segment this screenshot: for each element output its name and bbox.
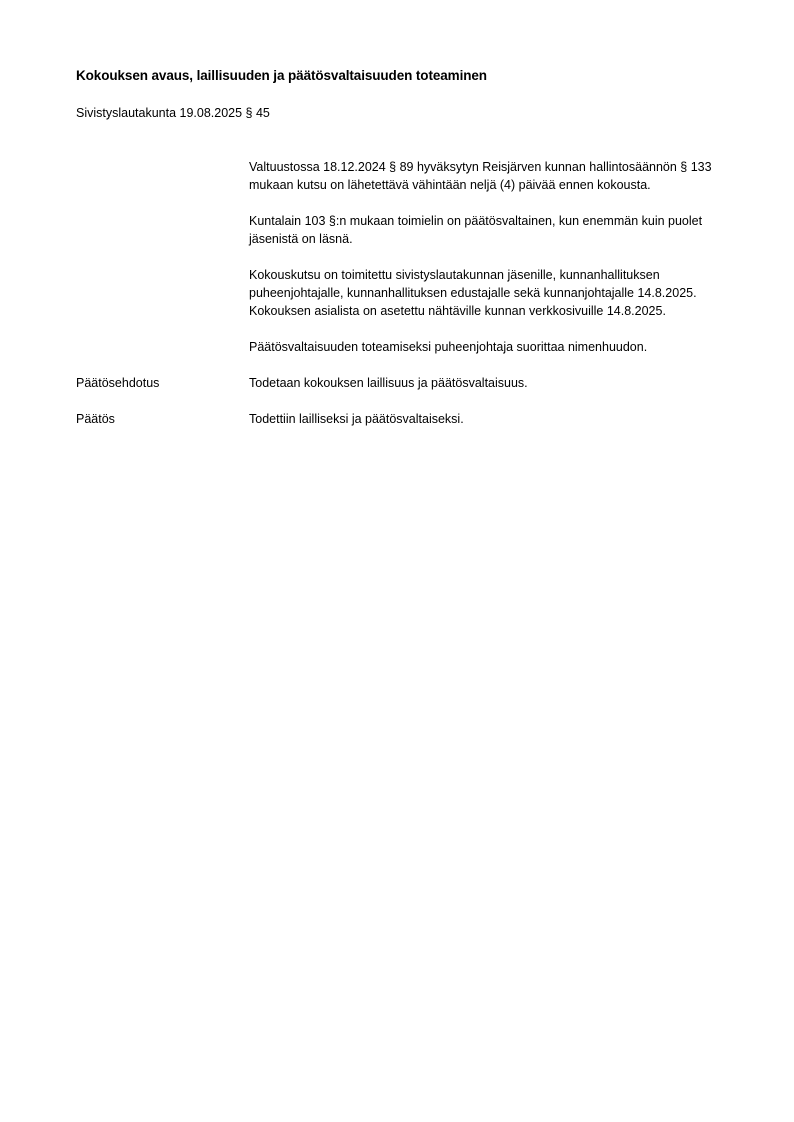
document-title: Kokouksen avaus, laillisuuden ja päätösvaltaisuuden toteaminen	[76, 68, 487, 83]
paragraph-text: Kuntalain 103 §:n mukaan toimielin on päätösvaltainen, kun enemmän kuin puolet jäsenistä on läsnä.	[249, 214, 703, 246]
decision-label: Päätös	[76, 412, 115, 426]
paragraph-text: Kokouskutsu on toimitettu sivistyslautakunnan jäsenille, kunnanhallituksen puheenjohtajalle, kunnanhallituksen edustajalle sekä kunnanjohtajalle 14.8.2025. Kokouksen asialista on asetettu nähtäville kunnan verkkosivuille 14.8.2025.	[249, 268, 697, 318]
decision-text: Todettiin lailliseksi ja päätösvaltaiseksi.	[249, 412, 464, 426]
body-paragraph	[249, 266, 749, 320]
body-paragraph	[249, 158, 749, 194]
proposal-label: Päätösehdotus	[76, 376, 160, 390]
meeting-reference: Sivistyslautakunta 19.08.2025 § 45	[76, 106, 270, 120]
paragraph-text: Päätösvaltaisuuden toteamiseksi puheenjohtaja suorittaa nimenhuudon.	[249, 340, 648, 354]
body-paragraph	[249, 212, 749, 248]
body-paragraph	[249, 338, 749, 356]
proposal-text: Todetaan kokouksen laillisuus ja päätösvaltaisuus.	[249, 376, 528, 390]
paragraph-text: Valtuustossa 18.12.2024 § 89 hyväksytyn Reisjärven kunnan hallintosäännön § 133 mukaan kutsu on lähetettävä vähintään neljä (4) päivää ennen kokousta.	[249, 160, 712, 192]
